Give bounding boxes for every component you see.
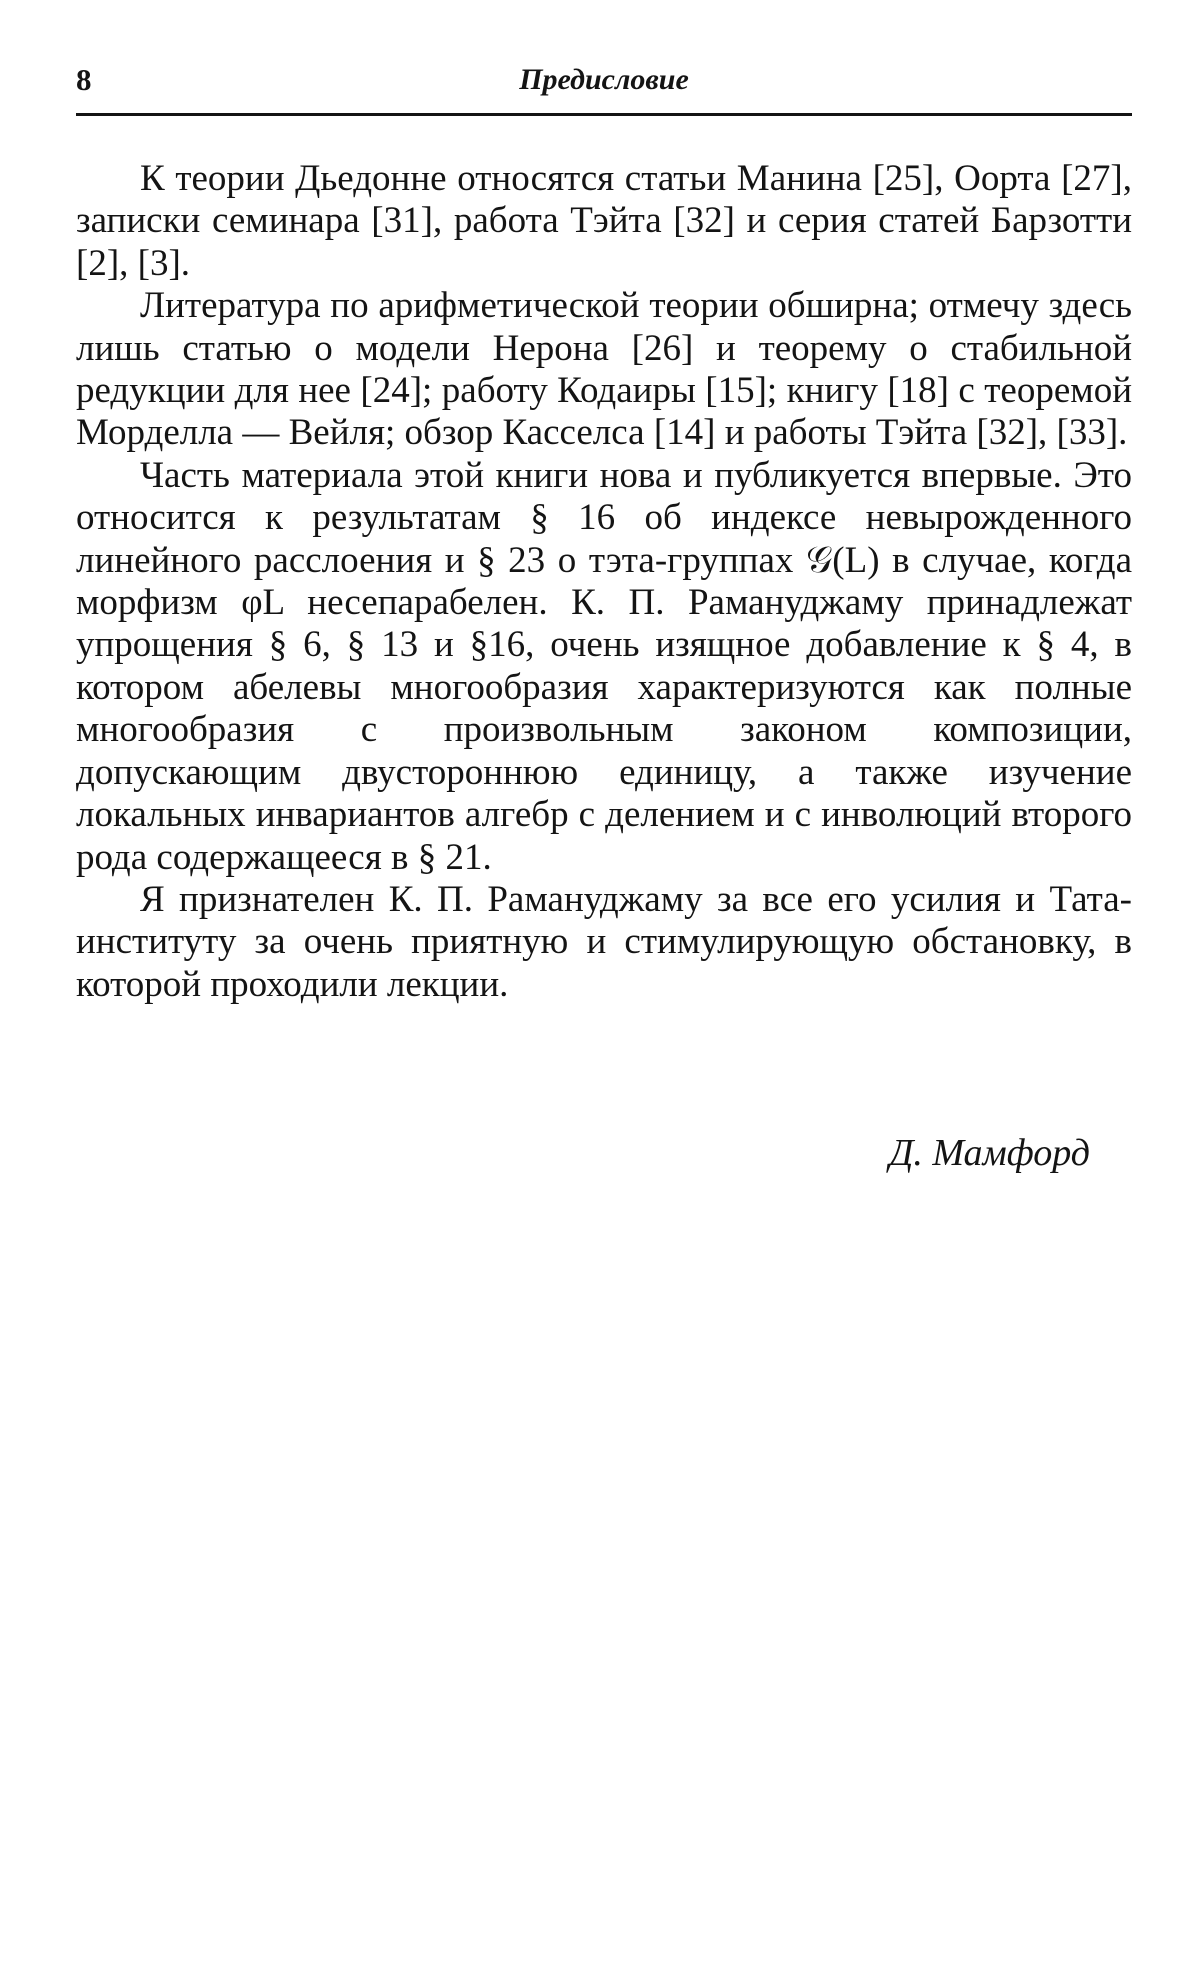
- paragraph-2: Литература по арифметической теории обширна; отмечу здесь лишь статью о модели Нерона [26] и теорему о стабильной редукции для нее [24]; работу Кодаиры [15]; книгу [18] с теоремой Морделла — Вейля; обзор Касселса [14] и работы Тэйта [32], [33].: [76, 285, 1132, 454]
- body-text: [76, 158, 1132, 1006]
- header-rule: [76, 113, 1132, 116]
- paragraph-4: Я признателен К. П. Рамануджаму за все его усилия и Тата-институту за очень приятную и стимулирующую обстановку, в которой проходили лекции.: [76, 878, 1132, 1005]
- paragraph-1: К теории Дьедонне относятся статьи Манина [25], Оорта [27], записки семинара [31], работа Тэйта [32] и серия статей Барзотти [2], [3].: [76, 158, 1132, 284]
- page-number: 8: [76, 62, 92, 97]
- paragraph-3: Часть материала этой книги нова и публикуется впервые. Это относится к результатам § 16 об индексе невырожденного линейного расслоения и § 23 о тэта-группах 𝒢(L) в случае, когда морфизм φL несепарабелен. К. П. Рамануджаму принадлежат упрощения § 6, § 13 и §16, очень изящное добавление к § 4, в котором абелевы многообразия характеризуются как полные многообразия с произвольным законом композиции, допускающим двустороннюю единицу, а также изучение локальных инвариантов алгебр с делением и с инволюций второго рода содержащееся в § 21.: [76, 454, 1132, 878]
- page-header: [76, 60, 1132, 110]
- running-title: Предисловие: [519, 63, 689, 96]
- author-signature: Д. Мамфорд: [889, 1132, 1090, 1174]
